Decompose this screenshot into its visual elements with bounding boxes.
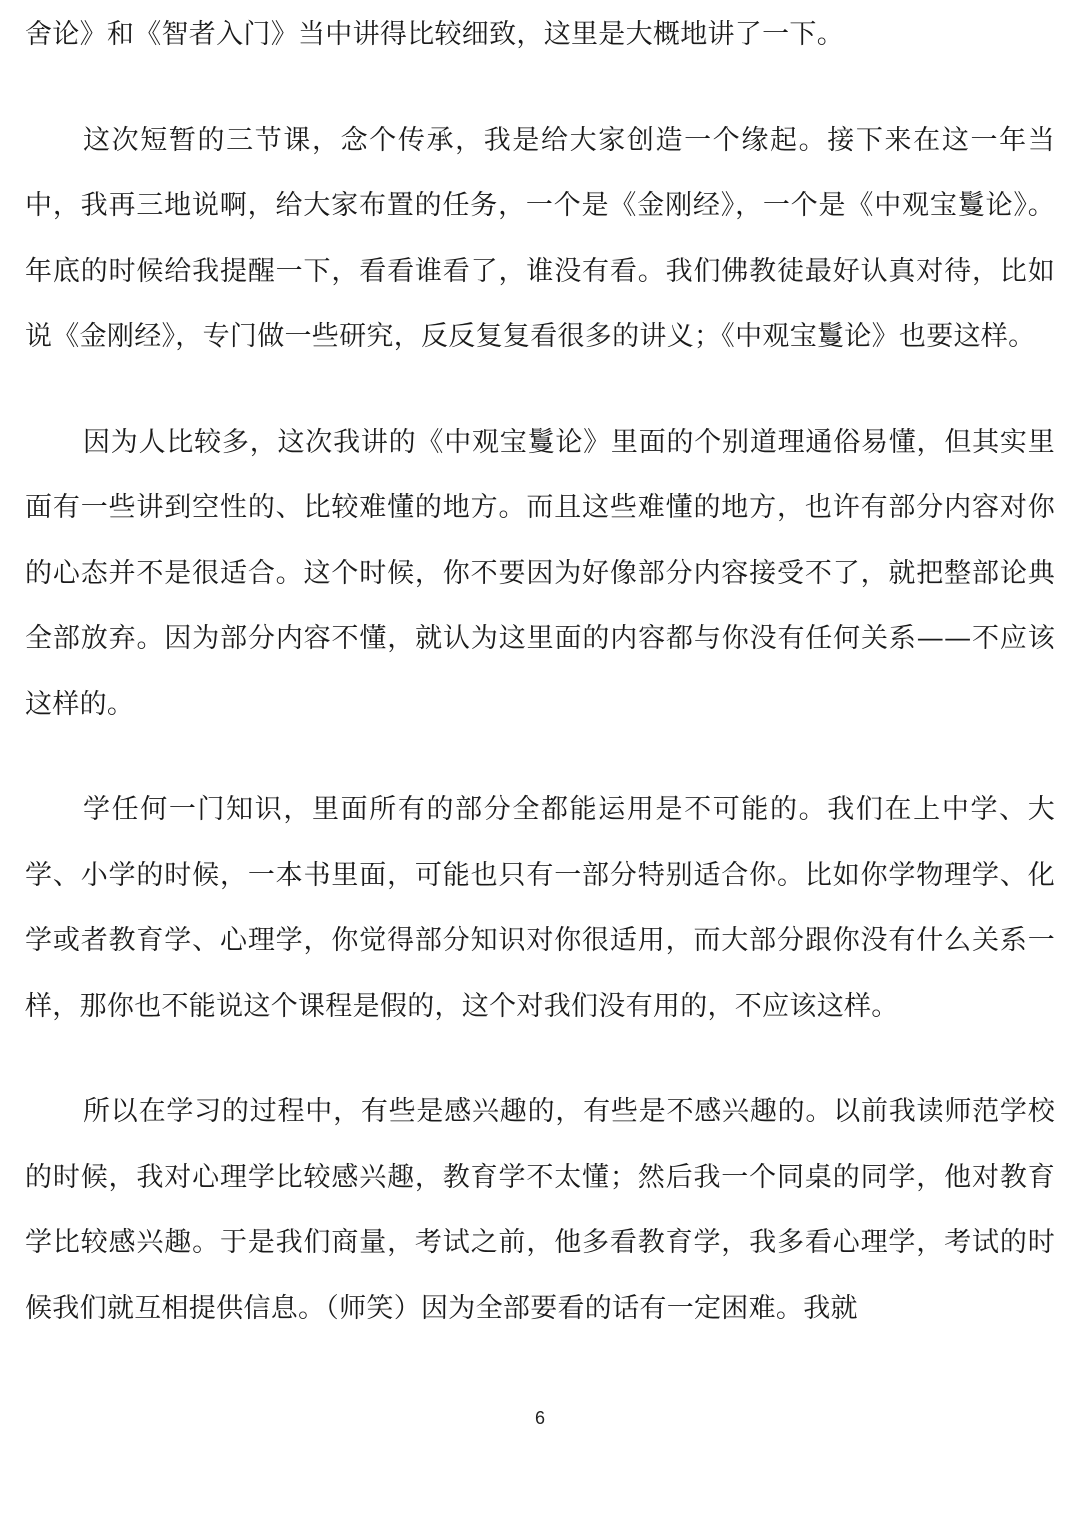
body-text — [25, 0, 1055, 1381]
paragraph-continued: 舍论》和《智者入门》当中讲得比较细致，这里是大概地讲了一下。 — [25, 19, 844, 50]
page-number: 6 — [534, 1408, 545, 1428]
paragraph: 因为人比较多，这次我讲的《中观宝鬘论》里面的个别道理通俗易懂，但其实里面有一些讲到空性的、比较难懂的地方。而且这些难懂的地方，也许有部分内容对你的心态并不是很适合。这个时候，你不要因为好像部分内容接受不了，就把整部论典全部放弃。因为部分内容不懂，就认为这里面的内容都与你没有任何关系——不应该这样的。 — [25, 426, 1055, 720]
paragraph: 这次短暂的三节课，念个传承，我是给大家创造一个缘起。接下来在这一年当中，我再三地说啊，给大家布置的任务，一个是《金刚经》，一个是《中观宝鬘论》。年底的时候给我提醒一下，看看谁看了，谁没有看。我们佛教徒最好认真对待，比如说《金刚经》，专门做一些研究，反反复复看很多的讲义；《中观宝鬘论》也要这样。 — [25, 124, 1055, 352]
paragraph: 所以在学习的过程中，有些是感兴趣的，有些是不感兴趣的。以前我读师范学校的时候，我对心理学比较感兴趣，教育学不太懂；然后我一个同桌的同学，他对教育学比较感兴趣。于是我们商量，考试之前，他多看教育学，我多看心理学，考试的时候我们就互相提供信息。（师笑）因为全部要看的话有一定困难。我就 — [25, 1096, 1055, 1324]
paragraph: 学任何一门知识，里面所有的部分全都能运用是不可能的。我们在上中学、大学、小学的时候，一本书里面，可能也只有一部分特别适合你。比如你学物理学、化学或者教育学、心理学，你觉得部分知识对你很适用，而大部分跟你没有什么关系一样，那你也不能说这个课程是假的，这个对我们没有用的，不应该这样。 — [25, 794, 1055, 1022]
